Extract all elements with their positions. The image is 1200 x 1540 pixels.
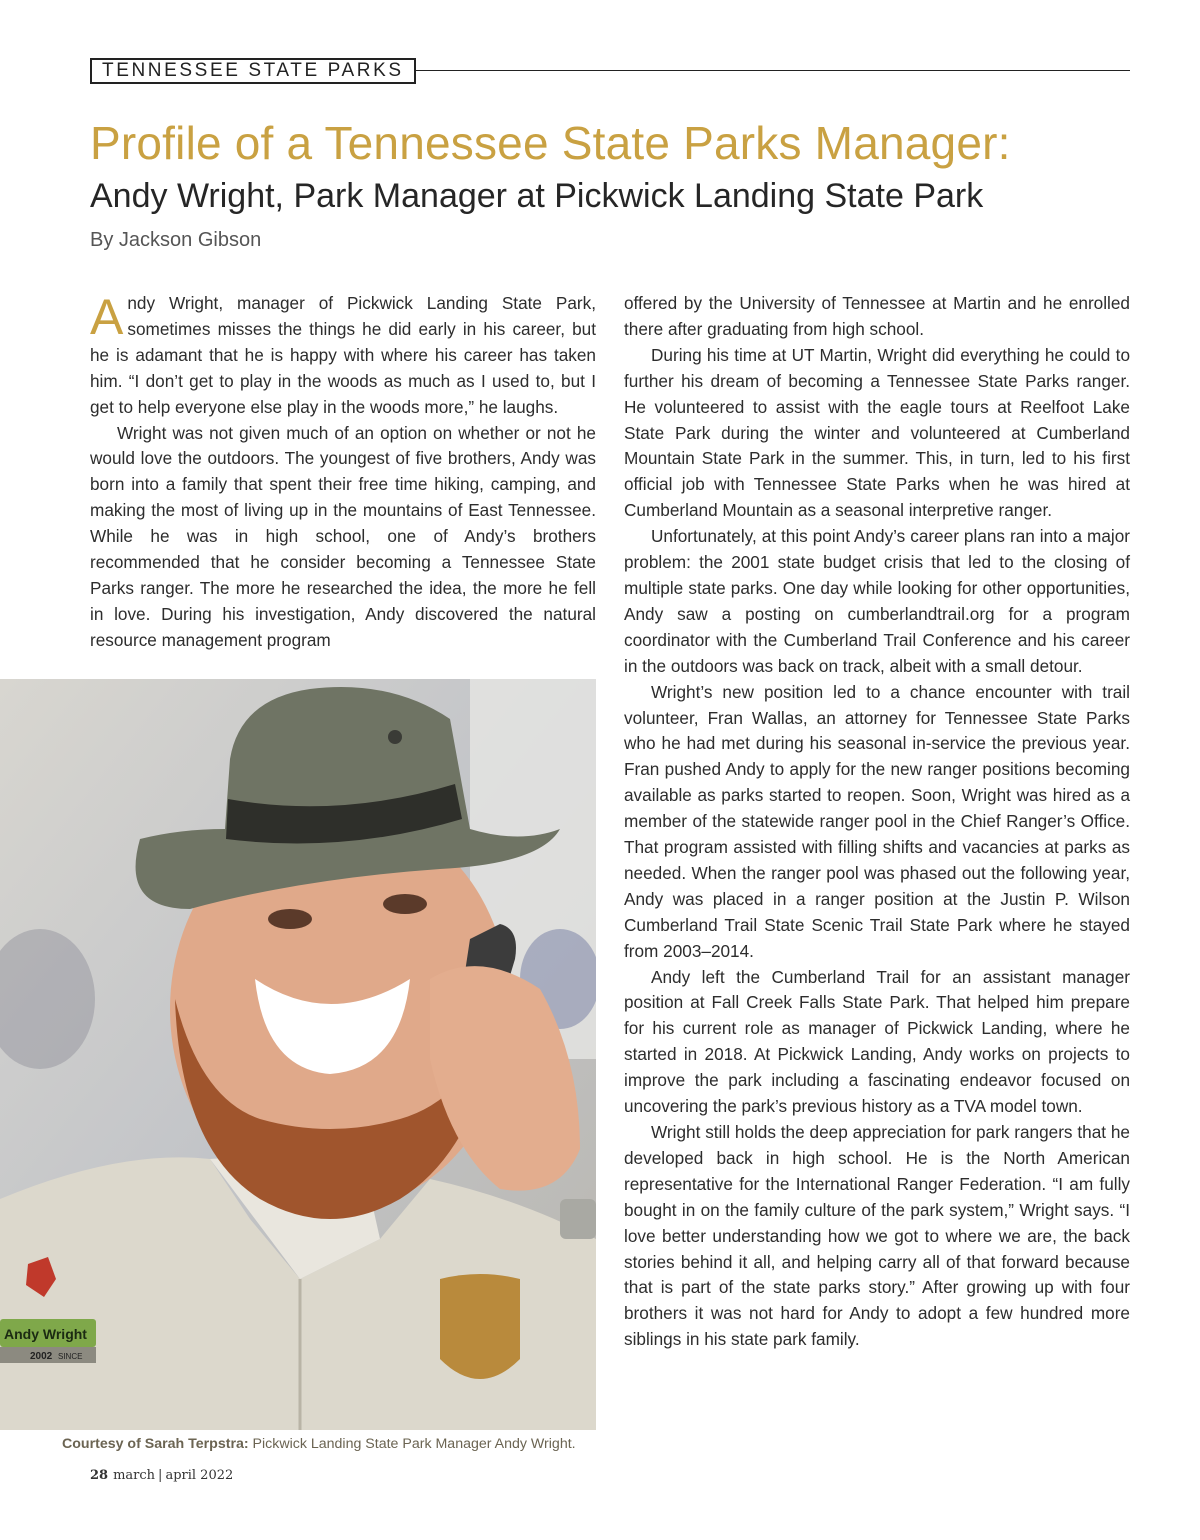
- article-paragraph: Andy left the Cumberland Trail for an assistant manager position at Fall Creek Falls State Park. That helped him prepare for his current role as manager of Pickwick Landing, where he started in 2018. At Pickwick Landing, Andy works on projects to improve the park including a fascinating endeavor focused on uncovering the park’s previous history as a TVA model town.: [624, 966, 1130, 1117]
- section-label: TENNESSEE STATE PARKS: [90, 58, 416, 84]
- issue-date: april 2022: [165, 1468, 234, 1483]
- hat-vent: [388, 730, 402, 744]
- caption-credit: Courtesy of Sarah Terpstra:: [62, 1436, 249, 1452]
- article-paragraph: During his time at UT Martin, Wright did everything he could to further his dream of becoming a Tennessee State Parks ranger. He volunteered to assist with the eagle tours at Reelfoot Lake State Park during the winter and volunteered at Cumberland Mountain State Park in the summer. This, in turn, led to his first official job with Tennessee State Parks when he was hired at Cumberland Mountain as a seasonal interpretive ranger.: [624, 344, 1130, 521]
- nametag-name: Andy Wright: [4, 1326, 87, 1342]
- section-header: [90, 58, 1130, 84]
- right-eye: [383, 894, 427, 914]
- article-column-right: [624, 291, 1130, 1353]
- article-paragraph: offered by the University of Tennessee at Martin and he enrolled there after graduating from high school.: [624, 293, 1130, 339]
- issue-month: march: [113, 1468, 156, 1483]
- byline: By Jackson Gibson: [90, 229, 262, 251]
- caption-text: Pickwick Landing State Park Manager Andy Wright.: [248, 1436, 576, 1452]
- photo-caption: [62, 1433, 602, 1455]
- section-rule: [390, 70, 1130, 71]
- ranger-badge: [440, 1274, 520, 1379]
- watch: [560, 1199, 596, 1239]
- page-footer: [90, 1466, 233, 1486]
- drop-cap: A: [90, 289, 124, 345]
- ranger-portrait-illustration: [0, 679, 596, 1430]
- article-paragraph: [90, 291, 596, 421]
- ranger-photo: [0, 679, 596, 1430]
- article-paragraph: Wright still holds the deep appreciation for park rangers that he developed back in high school. He is the North American representative for the International Ranger Federation. “I am fully bought in on the family culture of the park system,” Wright says. “I love better understanding how we got to where we are, the back stories behind it all, and helping carry all of that forward because that is part of the state parks story.” After growing up with four brothers it was not hard for Andy to adopt a few hundred more siblings in his state park family.: [624, 1122, 1130, 1350]
- left-eye: [268, 909, 312, 929]
- article-paragraph: Wright was not given much of an option on whether or not he would love the outdoors. The youngest of five brothers, Andy was born into a family that spent their free time hiking, camping, and making the most of living up in the mountains of East Tennessee. While he was in high school, one of Andy’s brothers recommended that he consider becoming a Tennessee State Parks ranger. The more he researched the idea, the more he fell in love. During his investigation, Andy discovered the natural resource management program: [90, 422, 596, 650]
- nametag-year: 2002: [30, 1351, 53, 1362]
- article-paragraph: Unfortunately, at this point Andy’s career plans ran into a major problem: the 2001 state budget crisis that led to the closing of multiple state parks. One day while looking for other opportunities, Andy saw a posting on cumberlandtrail.org for a program coordinator with the Cumberland Trail Conference and his career in the outdoors was back on track, albeit with a small detour.: [624, 526, 1130, 676]
- page-number: 28: [90, 1468, 109, 1483]
- subheadline: Andy Wright, Park Manager at Pickwick Landing State Park: [90, 177, 984, 215]
- headline: Profile of a Tennessee State Parks Manager:: [90, 117, 1011, 169]
- issue-separator: |: [158, 1468, 163, 1483]
- article-paragraph: Wright’s new position led to a chance encounter with trail volunteer, Fran Wallas, an attorney for Tennessee State Parks who he had met during his seasonal in-service the previous year. Fran pushed Andy to apply for the new ranger positions becoming available as parks started to reopen. Soon, Wright was hired as a member of the statewide ranger pool in the Chief Ranger’s Office. That program assisted with filling shifts and vacancies at parks as needed. When the ranger pool was phased out the following year, Andy was placed in a ranger position at the Justin P. Wilson Cumberland Trail State Scenic Trail State Park where he stayed from 2003–2014.: [624, 681, 1130, 961]
- article-column-left: [90, 291, 596, 654]
- article-paragraph-text: ndy Wright, manager of Pickwick Landing State Park, sometimes misses the things he did early in his career, but he is adamant that he is happy with where his career has taken him. “I don’t get to play in the woods as much as I used to, but I get to help everyone else play in the woods more,” he laughs.: [90, 293, 596, 417]
- nametag-since: SINCE: [58, 1352, 83, 1361]
